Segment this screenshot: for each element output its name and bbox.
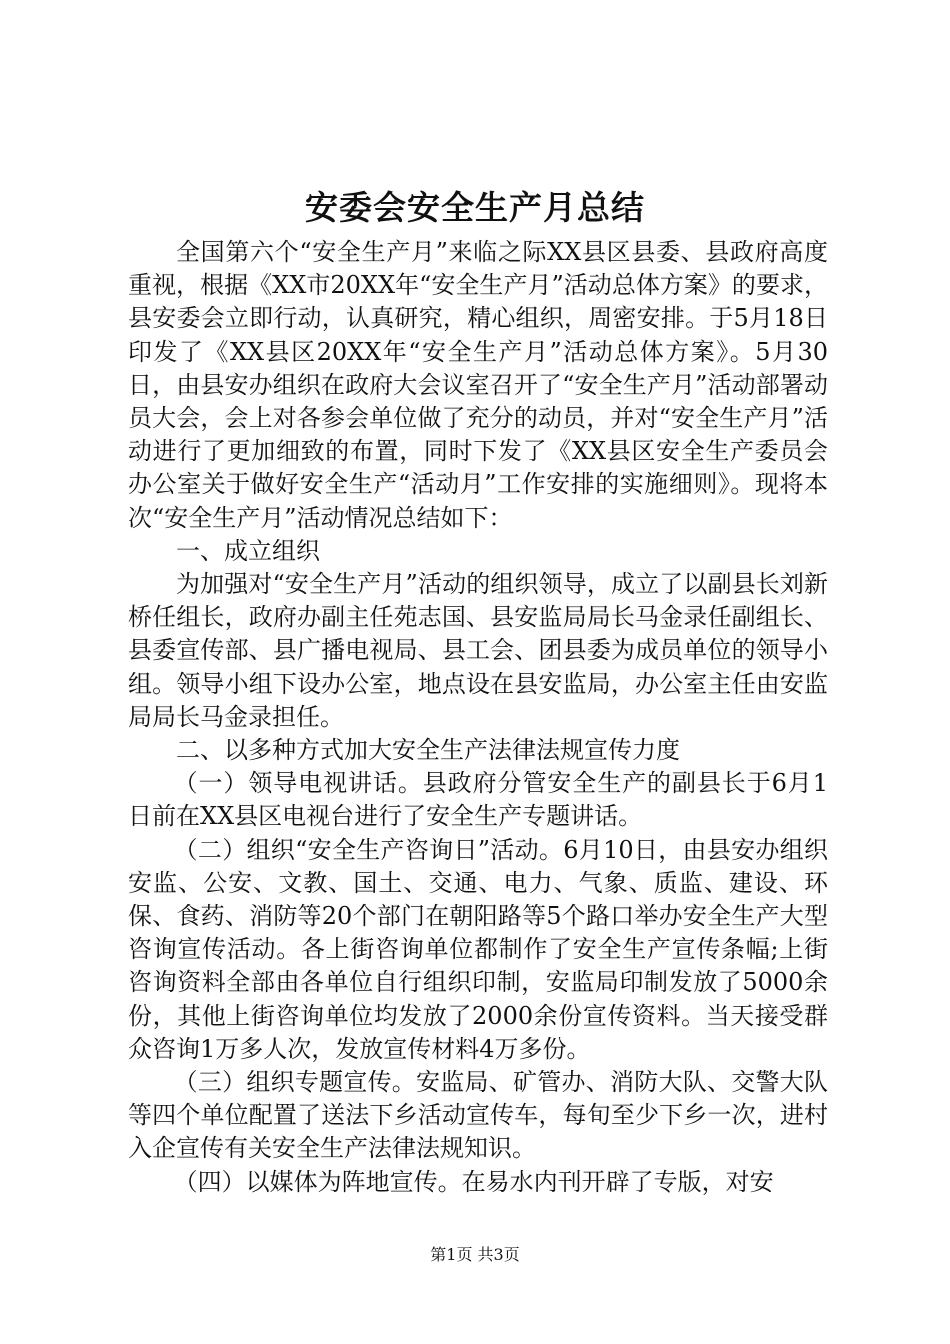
paragraph-section-1: 为加强对“安全生产月”活动的组织领导，成立了以副县长刘新桥任组长，政府办副主任苑志国、县安监局局长马金录任副组长、县委宣传部、县广播电视局、县工会、团县委为成员单位的领导小组。领导小组下设办公室，地点设在县安监局，办公室主任由安监局局长马金录担任。 [128, 570, 828, 731]
document-body [128, 236, 828, 1199]
heading-section-2: 二、以多种方式加大安全生产法律法规宣传力度 [176, 736, 680, 765]
document-title: 安委会安全生产月总结 [305, 188, 645, 227]
paragraph-item-4: （四）以媒体为阵地宣传。在易水内刊开辟了专版，对安 [173, 1167, 774, 1196]
paragraph-item-3: （三）组织专题宣传。安监局、矿管办、消防大队、交警大队等四个单位配置了送法下乡活动宣传车，每旬至少下乡一次，进村入企宣传有关安全生产法律法规知识。 [128, 1068, 828, 1163]
paragraph-item-1: （一）领导电视讲话。县政府分管安全生产的副县长于6月1日前在XX县区电视台进行了安全生产专题讲话。 [128, 769, 828, 831]
paragraph-item-2: （二）组织“安全生产咨询日”活动。6月10日，由县安办组织安监、公安、文教、国土、交通、电力、气象、质监、建设、环保、食药、消防等20个部门在朝阳路等5个路口举办安全生产大型咨询宣传活动。各上街咨询单位都制作了安全生产宣传条幅;上街咨询资料全部由各单位自行组织印制，安监局印制发放了5000余份，其他上街咨询单位均发放了2000余份宣传资料。当天接受群众咨询1万多人次，发放宣传材料4万多份。 [128, 835, 828, 1063]
heading-section-1: 一、成立组织 [176, 536, 320, 565]
paragraph-intro: 全国第六个“安全生产月”来临之际XX县区县委、县政府高度重视，根据《XX市20XX年“安全生产月”活动总体方案》的要求，县安委会立即行动，认真研究，精心组织，周密安排。于5月18日印发了《XX县区20XX年“安全生产月”活动总体方案》。5月30日，由县安办组织在政府大会议室召开了“安全生产月”活动部署动员大会，会上对各参会单位做了充分的动员，并对“安全生产月”活动进行了更加细致的布置，同时下发了《XX县区安全生产委员会办公室关于做好安全生产“活动月”工作安排的实施细则》。现将本次“安全生产月”活动情况总结如下： [128, 238, 828, 532]
page-footer: 第1页 共3页 [430, 1245, 520, 1264]
